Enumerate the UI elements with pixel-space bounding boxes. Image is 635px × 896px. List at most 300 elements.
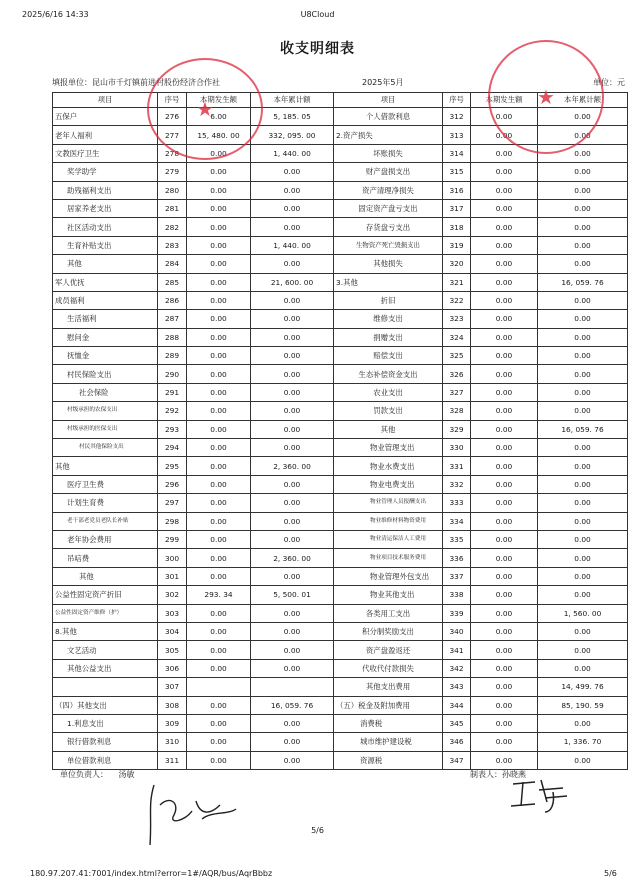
row-number: 332 [443, 475, 471, 493]
row-number: 291 [158, 383, 187, 401]
period-amount: 0.00 [187, 347, 251, 365]
item-name: 赔偿支出 [334, 347, 443, 365]
table-row [53, 586, 628, 604]
item-name: 军人优抚 [53, 273, 158, 291]
table-row [53, 530, 628, 548]
table-row [53, 622, 628, 640]
period-amount: 0.00 [187, 218, 251, 236]
period-amount: 0.00 [471, 678, 538, 696]
table-row [53, 659, 628, 677]
ytd-amount: 0.00 [251, 218, 334, 236]
ytd-amount: 0.00 [251, 494, 334, 512]
row-number: 299 [158, 530, 187, 548]
period-amount: 0.00 [471, 383, 538, 401]
row-number: 335 [443, 530, 471, 548]
ytd-amount: 0.00 [538, 549, 628, 567]
item-name: 城市维护建设税 [334, 733, 443, 751]
ytd-amount [251, 678, 334, 696]
period-amount: 0.00 [471, 512, 538, 530]
row-number: 323 [443, 310, 471, 328]
period-amount: 0.00 [471, 530, 538, 548]
ytd-amount: 0.00 [538, 347, 628, 365]
period-amount: 0.00 [471, 457, 538, 475]
period-amount: 0.00 [471, 310, 538, 328]
table-row [53, 365, 628, 383]
row-number: 329 [443, 420, 471, 438]
ytd-amount: 0.00 [538, 586, 628, 604]
period-amount: 0.00 [187, 328, 251, 346]
table-row [53, 347, 628, 365]
ytd-amount: 16, 059. 76 [251, 696, 334, 714]
ytd-amount: 0.00 [538, 383, 628, 401]
table-row [53, 733, 628, 751]
item-name: 代收代付款损失 [334, 659, 443, 677]
ytd-amount: 0.00 [538, 439, 628, 457]
ytd-amount: 0.00 [538, 714, 628, 732]
row-number: 279 [158, 163, 187, 181]
handwritten-signature-left [140, 775, 250, 855]
item-name: 银行借款利息 [53, 733, 158, 751]
period-amount: 0.00 [187, 236, 251, 254]
period-amount: 0.00 [187, 733, 251, 751]
row-number: 338 [443, 586, 471, 604]
item-name: 公益性固定资产折旧 [53, 586, 158, 604]
item-name: 生活福利 [53, 310, 158, 328]
item-name: 物业清运保洁人工费用 [334, 530, 443, 548]
ytd-amount: 2, 360. 00 [251, 457, 334, 475]
currency-unit: 单位：元 [593, 78, 625, 87]
filing-unit: 填报单位：昆山市千灯镇前进村股份经济合作社 [52, 78, 220, 87]
ytd-amount: 16, 059. 76 [538, 273, 628, 291]
ytd-amount: 0.00 [251, 199, 334, 217]
ytd-amount: 0.00 [538, 475, 628, 493]
period-amount: 0.00 [187, 659, 251, 677]
row-number: 342 [443, 659, 471, 677]
row-number: 306 [158, 659, 187, 677]
report-period: 2025年5月 [362, 78, 404, 87]
period-amount: 0.00 [471, 751, 538, 769]
table-row [53, 549, 628, 567]
item-name: 维修支出 [334, 310, 443, 328]
period-amount: 15, 480. 00 [187, 126, 251, 144]
item-name: 8.其他 [53, 622, 158, 640]
item-name: 其他损失 [334, 255, 443, 273]
row-number: 277 [158, 126, 187, 144]
ytd-amount: 1, 440. 00 [251, 144, 334, 162]
period-amount: 0.00 [187, 494, 251, 512]
handwritten-signature-right [505, 772, 575, 817]
browser-print-header [0, 10, 635, 24]
item-name: 生物资产死亡毁损支出 [334, 236, 443, 254]
item-name: 村级承担的医保支出 [53, 420, 158, 438]
item-name: 居家养老支出 [53, 199, 158, 217]
item-name: 老年人福利 [53, 126, 158, 144]
table-row [53, 494, 628, 512]
table-row [53, 218, 628, 236]
ytd-amount: 0.00 [538, 365, 628, 383]
period-amount: 0.00 [471, 494, 538, 512]
period-amount: 0.00 [471, 291, 538, 309]
ytd-amount: 0.00 [251, 475, 334, 493]
item-name: 存货盘亏支出 [334, 218, 443, 236]
row-number: 283 [158, 236, 187, 254]
period-amount: 0.00 [471, 659, 538, 677]
seal-star-icon: ★ [537, 85, 555, 109]
ytd-amount: 21, 600. 00 [251, 273, 334, 291]
period-amount: 0.00 [471, 604, 538, 622]
row-number: 331 [443, 457, 471, 475]
row-number: 312 [443, 108, 471, 126]
row-number: 310 [158, 733, 187, 751]
period-amount: 0.00 [471, 567, 538, 585]
table-row [53, 420, 628, 438]
item-name: 计划生育费 [53, 494, 158, 512]
period-amount: 0.00 [187, 641, 251, 659]
period-amount: 0.00 [471, 365, 538, 383]
row-number: 337 [443, 567, 471, 585]
row-number: 294 [158, 439, 187, 457]
row-number: 292 [158, 402, 187, 420]
ytd-amount: 0.00 [538, 622, 628, 640]
row-number: 321 [443, 273, 471, 291]
responsible-name: 汤敏 [118, 770, 135, 779]
item-name: 五保户 [53, 108, 158, 126]
ytd-amount: 16, 059. 76 [538, 420, 628, 438]
item-name: 单位借款利息 [53, 751, 158, 769]
row-number: 325 [443, 347, 471, 365]
page-number: 5/6 [311, 826, 324, 835]
period-amount: 0.00 [187, 512, 251, 530]
ytd-amount: 0.00 [538, 255, 628, 273]
period-amount: 0.00 [187, 310, 251, 328]
item-name: 村民保险支出 [53, 365, 158, 383]
ytd-amount: 0.00 [251, 751, 334, 769]
ytd-amount: 0.00 [538, 328, 628, 346]
row-number: 281 [158, 199, 187, 217]
row-number: 309 [158, 714, 187, 732]
ytd-amount: 0.00 [251, 530, 334, 548]
ytd-amount: 0.00 [538, 494, 628, 512]
ytd-amount: 0.00 [251, 181, 334, 199]
ytd-amount: 0.00 [538, 163, 628, 181]
ytd-amount: 0.00 [251, 439, 334, 457]
row-number: 318 [443, 218, 471, 236]
column-header: 序号 [158, 93, 187, 108]
item-name: 成员福利 [53, 291, 158, 309]
ytd-amount: 0.00 [251, 622, 334, 640]
income-expense-table [52, 92, 628, 770]
period-amount: 0.00 [187, 622, 251, 640]
period-amount: 0.00 [471, 218, 538, 236]
report-title: 收支明细表 [280, 41, 355, 57]
ytd-amount: 0.00 [538, 126, 628, 144]
row-number: 304 [158, 622, 187, 640]
period-amount: 0.00 [471, 181, 538, 199]
period-amount: 0.00 [471, 475, 538, 493]
ytd-amount: 0.00 [251, 714, 334, 732]
ytd-amount: 0.00 [538, 641, 628, 659]
item-name: 财产盘损支出 [334, 163, 443, 181]
ytd-amount: 0.00 [538, 512, 628, 530]
responsible-label: 单位负责人： [60, 770, 108, 779]
row-number: 346 [443, 733, 471, 751]
ytd-amount: 0.00 [251, 659, 334, 677]
item-name: 物业水费支出 [334, 457, 443, 475]
period-amount: 0.00 [187, 383, 251, 401]
period-amount: 0.00 [471, 144, 538, 162]
ytd-amount: 85, 190. 59 [538, 696, 628, 714]
period-amount: 0.00 [187, 365, 251, 383]
item-name: 生态补偿资金支出 [334, 365, 443, 383]
row-number: 293 [158, 420, 187, 438]
table-row [53, 604, 628, 622]
row-number: 320 [443, 255, 471, 273]
item-name: 村民其他保险支出 [53, 439, 158, 457]
column-header: 项目 [334, 93, 443, 108]
period-amount: 0.00 [471, 163, 538, 181]
ytd-amount: 0.00 [251, 733, 334, 751]
item-name: 吊唁费 [53, 549, 158, 567]
ytd-amount: 0.00 [538, 108, 628, 126]
row-number: 305 [158, 641, 187, 659]
period-amount: 0.00 [471, 641, 538, 659]
period-amount: 0.00 [471, 199, 538, 217]
table-row [53, 696, 628, 714]
period-amount: 0.00 [187, 604, 251, 622]
period-amount: 0.00 [471, 347, 538, 365]
ytd-amount: 2, 360. 00 [251, 549, 334, 567]
period-amount: 0.00 [471, 273, 538, 291]
period-amount: 0.00 [187, 530, 251, 548]
row-number: 297 [158, 494, 187, 512]
item-name: 其他支出费用 [334, 678, 443, 696]
column-header: 项目 [53, 93, 158, 108]
table-row [53, 475, 628, 493]
ytd-amount: 0.00 [251, 641, 334, 659]
ytd-amount: 0.00 [251, 255, 334, 273]
period-amount: 0.00 [187, 475, 251, 493]
table-row [53, 328, 628, 346]
ytd-amount: 0.00 [538, 567, 628, 585]
period-amount: 0.00 [471, 439, 538, 457]
row-number: 340 [443, 622, 471, 640]
row-number: 280 [158, 181, 187, 199]
ytd-amount: 0.00 [251, 365, 334, 383]
table-body [53, 108, 628, 770]
period-amount: 0.00 [187, 144, 251, 162]
row-number: 333 [443, 494, 471, 512]
row-number: 296 [158, 475, 187, 493]
row-number: 334 [443, 512, 471, 530]
ytd-amount: 0.00 [251, 383, 334, 401]
item-name: 医疗卫生费 [53, 475, 158, 493]
item-name: 公益性固定资产维修（护） [53, 604, 158, 622]
row-number: 284 [158, 255, 187, 273]
item-name [53, 678, 158, 696]
item-name: 个人借款利息 [334, 108, 443, 126]
row-number: 289 [158, 347, 187, 365]
table-row [53, 512, 628, 530]
period-amount: 0.00 [187, 273, 251, 291]
row-number: 295 [158, 457, 187, 475]
company-seal-left [147, 58, 263, 160]
item-name: 其他公益支出 [53, 659, 158, 677]
table-row [53, 641, 628, 659]
row-number: 341 [443, 641, 471, 659]
row-number: 298 [158, 512, 187, 530]
item-name: 其他 [53, 255, 158, 273]
item-name: 老干部老党员老队长补贴 [53, 512, 158, 530]
item-name: （五）税金及附加费用 [334, 696, 443, 714]
table-row [53, 273, 628, 291]
ytd-amount: 0.00 [538, 310, 628, 328]
period-amount: 0.00 [471, 622, 538, 640]
column-header: 本期发生额 [187, 93, 251, 108]
table-row [53, 457, 628, 475]
row-number: 327 [443, 383, 471, 401]
item-name: 农业支出 [334, 383, 443, 401]
period-amount: 0.00 [471, 328, 538, 346]
row-number: 339 [443, 604, 471, 622]
ytd-amount: 0.00 [538, 751, 628, 769]
period-amount: 0.00 [187, 751, 251, 769]
column-header: 本年累计额 [538, 93, 628, 108]
item-name: 其他 [334, 420, 443, 438]
row-number: 282 [158, 218, 187, 236]
period-amount: 0.00 [187, 714, 251, 732]
row-number: 285 [158, 273, 187, 291]
table-row [53, 567, 628, 585]
row-number: 330 [443, 439, 471, 457]
row-number: 319 [443, 236, 471, 254]
row-number: 286 [158, 291, 187, 309]
row-number: 311 [158, 751, 187, 769]
period-amount: 0.00 [471, 696, 538, 714]
item-name: 1.利息支出 [53, 714, 158, 732]
column-header: 序号 [443, 93, 471, 108]
period-amount: 0.00 [187, 163, 251, 181]
item-name: 坏账损失 [334, 144, 443, 162]
period-amount: 0.00 [471, 236, 538, 254]
ytd-amount: 0.00 [538, 659, 628, 677]
item-name: 文艺活动 [53, 641, 158, 659]
table-row [53, 439, 628, 457]
ytd-amount: 0.00 [251, 328, 334, 346]
row-number: 324 [443, 328, 471, 346]
row-number: 315 [443, 163, 471, 181]
period-amount: 0.00 [471, 420, 538, 438]
column-header: 本期发生额 [471, 93, 538, 108]
item-name: 助残福利支出 [53, 181, 158, 199]
period-amount: 0.00 [187, 457, 251, 475]
item-name: 生育补贴支出 [53, 236, 158, 254]
ytd-amount: 5, 500. 01 [251, 586, 334, 604]
item-name: 固定资产盘亏支出 [334, 199, 443, 217]
row-number: 316 [443, 181, 471, 199]
row-number: 313 [443, 126, 471, 144]
ytd-amount: 0.00 [251, 291, 334, 309]
period-amount: 0.00 [471, 586, 538, 604]
ytd-amount: 1, 440. 00 [251, 236, 334, 254]
ytd-amount: 0.00 [251, 310, 334, 328]
period-amount: 0.00 [187, 255, 251, 273]
ytd-amount: 0.00 [538, 236, 628, 254]
ytd-amount: 0.00 [538, 199, 628, 217]
row-number: 301 [158, 567, 187, 585]
ytd-amount: 0.00 [538, 402, 628, 420]
period-amount [187, 678, 251, 696]
period-amount: 293. 34 [187, 586, 251, 604]
ytd-amount: 0.00 [251, 567, 334, 585]
page-url: 180.97.207.41:7001/index.html?error=1#/AQR/bus/AqrBbbz [30, 869, 273, 878]
row-number: 307 [158, 678, 187, 696]
ytd-amount: 0.00 [251, 420, 334, 438]
ytd-amount: 0.00 [251, 512, 334, 530]
period-amount: 0.00 [187, 439, 251, 457]
item-name: 社会保险 [53, 383, 158, 401]
ytd-amount: 0.00 [538, 181, 628, 199]
preparer-label: 制表人：孙晓燕 [470, 770, 526, 779]
item-name: 消费税 [334, 714, 443, 732]
period-amount: 0.00 [187, 181, 251, 199]
row-number: 322 [443, 291, 471, 309]
row-number: 328 [443, 402, 471, 420]
item-name: 村级承担的农保支出 [53, 402, 158, 420]
ytd-amount: 0.00 [251, 402, 334, 420]
ytd-amount: 0.00 [251, 604, 334, 622]
item-name: 物业项目技术服务费用 [334, 549, 443, 567]
row-number: 317 [443, 199, 471, 217]
table-row [53, 402, 628, 420]
item-name: 资产清理净损失 [334, 181, 443, 199]
row-number: 344 [443, 696, 471, 714]
ytd-amount: 5, 185. 05 [251, 108, 334, 126]
ytd-amount: 0.00 [538, 291, 628, 309]
row-number: 326 [443, 365, 471, 383]
item-name: 物业管理外包支出 [334, 567, 443, 585]
period-amount: 0.00 [187, 199, 251, 217]
row-number: 276 [158, 108, 187, 126]
item-name: 社区活动支出 [53, 218, 158, 236]
seal-star-icon: ★ [196, 97, 214, 121]
item-name: 各类用工支出 [334, 604, 443, 622]
item-name: 物业其他支出 [334, 586, 443, 604]
item-name: 积分制奖励支出 [334, 622, 443, 640]
row-number: 345 [443, 714, 471, 732]
ytd-amount: 0.00 [251, 163, 334, 181]
row-number: 308 [158, 696, 187, 714]
period-amount: 0.00 [187, 696, 251, 714]
item-name: 物业维修材料物资费用 [334, 512, 443, 530]
period-amount: 0.00 [187, 291, 251, 309]
ytd-amount: 0.00 [251, 347, 334, 365]
table-row [53, 678, 628, 696]
row-number: 302 [158, 586, 187, 604]
row-number: 314 [443, 144, 471, 162]
row-number: 303 [158, 604, 187, 622]
column-header: 本年累计额 [251, 93, 334, 108]
item-name: 文教医疗卫生 [53, 144, 158, 162]
item-name: 物业管理人员报酬支出 [334, 494, 443, 512]
table-row [53, 751, 628, 769]
table-row [53, 181, 628, 199]
ytd-amount: 0.00 [538, 457, 628, 475]
row-number: 278 [158, 144, 187, 162]
row-number: 343 [443, 678, 471, 696]
item-name: 2.资产损失 [334, 126, 443, 144]
item-name: 罚款支出 [334, 402, 443, 420]
item-name: 慰问金 [53, 328, 158, 346]
